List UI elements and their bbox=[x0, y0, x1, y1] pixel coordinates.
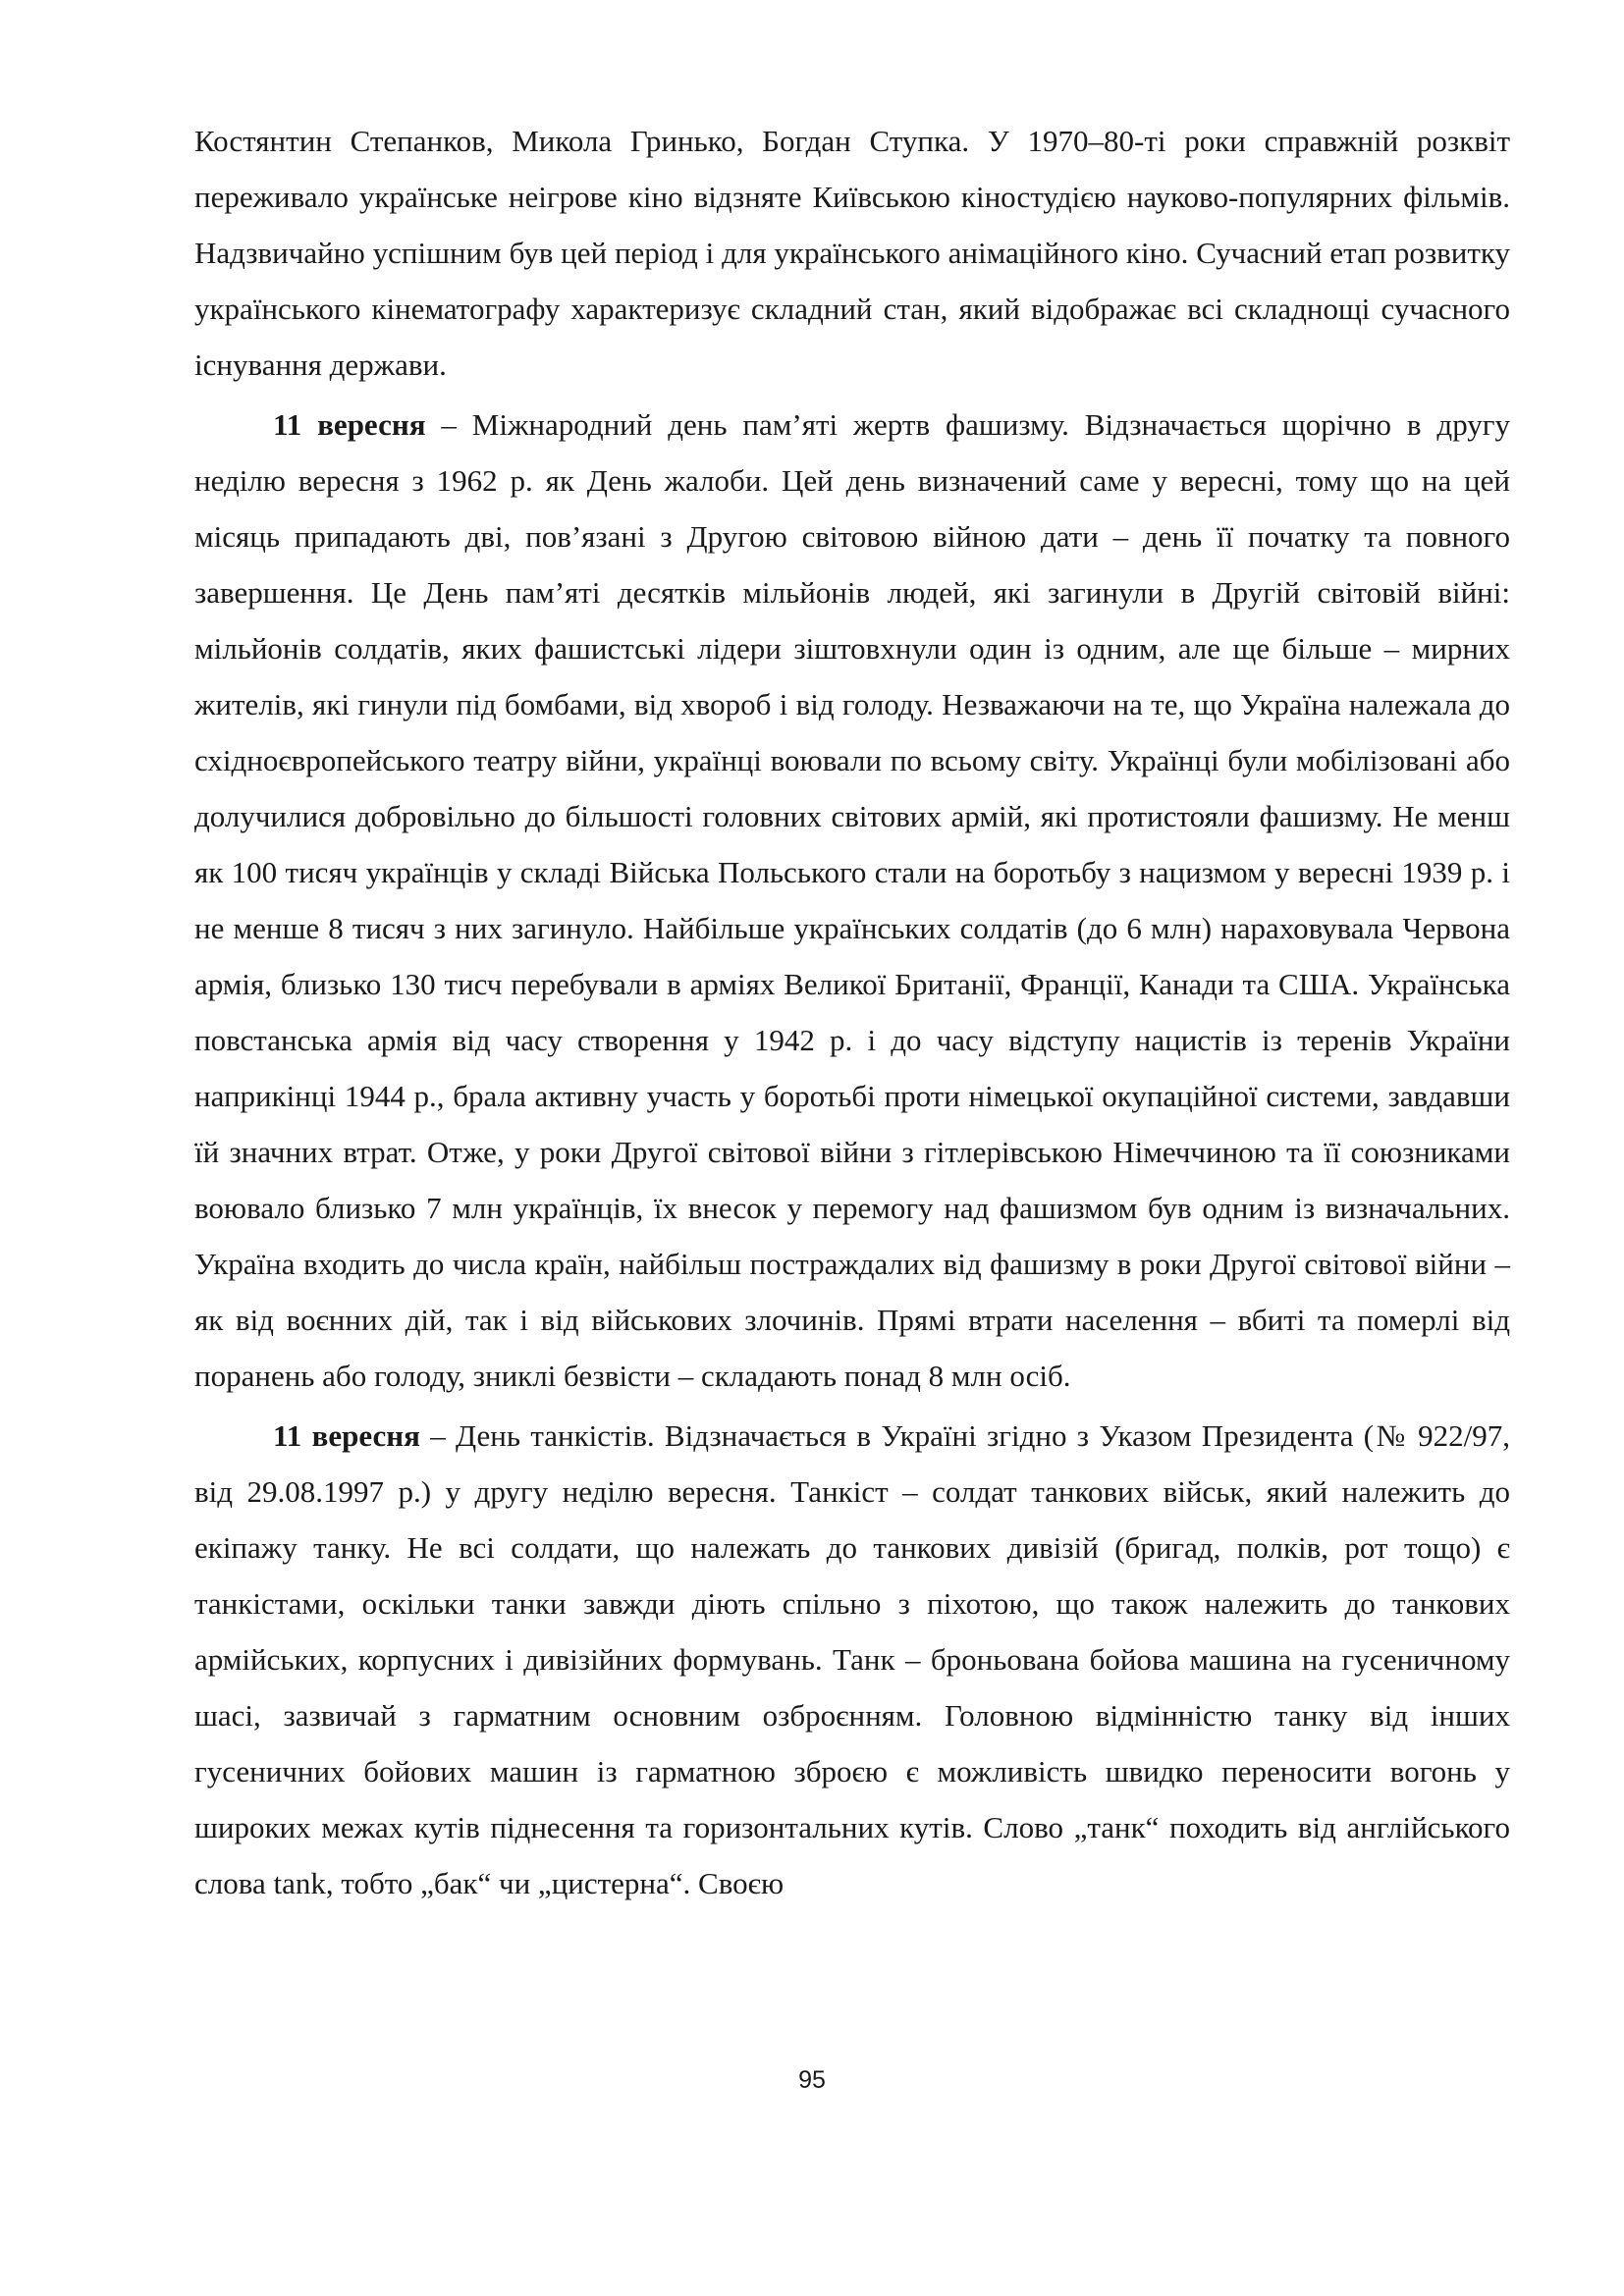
paragraph-tankers-day bbox=[194, 1408, 1510, 1911]
paragraph-text: Костянтин Степанков, Микола Гринько, Богдан Ступка. У 1970–80-ті роки справжній розквіт переживало українське неігрове кіно відзняте Київською кіностудією науково-популярних фільмів. Надзвичайно успішним був цей період і для українського анімаційного кіно. Сучасний етап розвитку українського кінематографу характеризує складний стан, який відображає всі складнощі сучасного існування держави. bbox=[194, 124, 1510, 382]
date-heading: 11 вересня bbox=[273, 1418, 420, 1453]
date-heading: 11 вересня bbox=[273, 407, 426, 442]
page-number: 95 bbox=[798, 2066, 826, 2094]
paragraph-continuation bbox=[194, 113, 1510, 393]
paragraph-text: – День танкістів. Відзначається в Україні згідно з Указом Президента (№ 922/97, від 29.08.1997 р.) у другу неділю вересня. Танкіст – солдат танкових військ, який належить до екіпажу танку. Не всі солдати, що належать до танкових дивізій (бригад, полків, рот тощо) є танкістами, оскільки танки завжди діють спільно з піхотою, що також належить до танкових армійських, корпусних і дивізійних формувань. Танк – броньована бойова машина на гусеничному шасі, зазвичай з гарматним основним озброєнням. Головною відмінністю танку від інших гусеничних бойових машин із гарматною зброєю є можливість швидко переносити вогонь у широких межах кутів піднесення та горизонтальних кутів. Слово „танк“ походить від англійського слова tank, тобто „бак“ чи „цистерна“. Своєю bbox=[194, 1418, 1511, 1900]
paragraph-text: – Міжнародний день пам’яті жертв фашизму. Відзначається щорічно в другу неділю вересня з 1962 р. як День жалоби. Цей день визначений саме у вересні, тому що на цей місяць припадають дві, пов’язані з Другою світовою війною дати – день її початку та повного завершення. Це День пам’яті десятків мільйонів людей, які загинули в Другій світовій війні: мільйонів солдатів, яких фашистські лідери зіштовхнули один із одним, але ще більше – мирних жителів, які гинули під бомбами, від хвороб і від голоду. Незважаючи на те, що Україна належала до східноєвропейського театру війни, українці воювали по всьому світу. Українці були мобілізовані або долучилися добровільно до більшості головних світових армій, які протистояли фашизму. Не менш як 100 тисяч українців у складі Війська Польського стали на боротьбу з нацизмом у вересні 1939 р. і не менше 8 тисяч з них загинуло. Найбільше українських солдатів (до 6 млн) нараховувала Червона армія, близько 130 тисч перебували в арміях Великої Британії, Франції, Канади та США. Українська повстанська армія від часу створення у 1942 р. і до часу відступу нацистів із теренів України наприкінці 1944 р., брала активну участь у боротьбі проти німецької окупаційної системи, завдавши їй значних втрат. Отже, у роки Другої світової війни з гітлерівською Німеччиною та її союзниками воювало близько 7 млн українців, їх внесок у перемогу над фашизмом був одним із визначальних. Україна входить до числа країн, найбільш постраждалих від фашизму в роки Другої світової війни – як від воєнних дій, так і від військових злочинів. Прямі втрати населення – вбиті та померлі від поранень або голоду, зниклі безвісти – складають понад 8 млн осіб. bbox=[194, 407, 1511, 1393]
body-text bbox=[194, 113, 1510, 1911]
paragraph-victims-of-fascism-day bbox=[194, 397, 1510, 1404]
